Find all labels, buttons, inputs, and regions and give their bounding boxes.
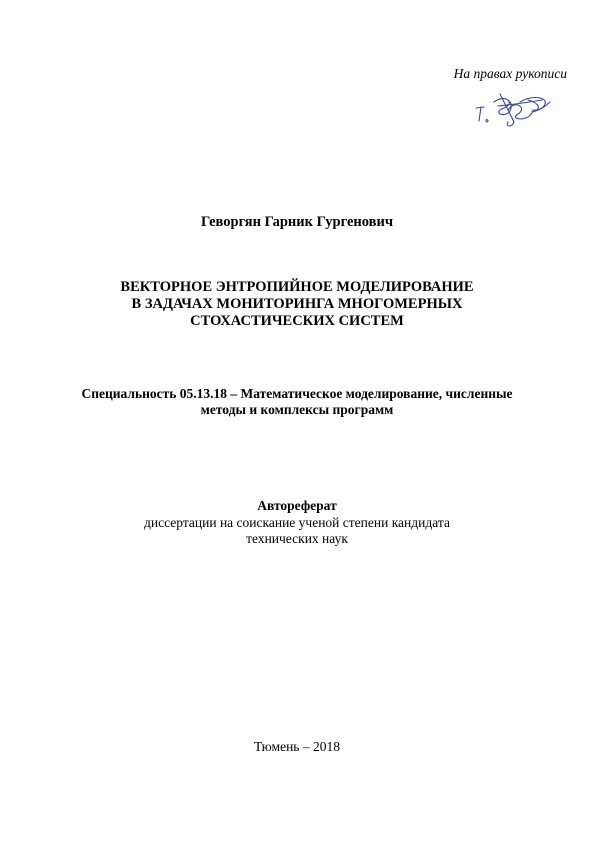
title-line: ВЕКТОРНОЕ ЭНТРОПИЙНОЕ МОДЕЛИРОВАНИЕ [120, 279, 474, 295]
author-name: Геворгян Гарник Гургенович [200, 214, 394, 230]
abstract-description [0, 515, 594, 547]
dissertation-title [0, 279, 594, 330]
specialty-line: Специальность 05.13.18 – Математическое моделирование, численные [81, 386, 513, 401]
signature-icon [470, 88, 556, 128]
abstract-label: Автореферат [257, 498, 337, 513]
abstract-description-line: диссертации на соискание ученой степени кандидата [144, 515, 450, 530]
rights-note: На правах рукописи [453, 66, 567, 81]
city-year: Тюмень – 2018 [254, 739, 340, 754]
abstract-description-line: технических наук [246, 531, 348, 546]
title-line: В ЗАДАЧАХ МОНИТОРИНГА МНОГОМЕРНЫХ [131, 296, 463, 312]
specialty-line: методы и комплексы программ [200, 402, 394, 417]
title-line: СТОХАСТИЧЕСКИХ СИСТЕМ [190, 313, 404, 329]
specialty [0, 386, 594, 418]
